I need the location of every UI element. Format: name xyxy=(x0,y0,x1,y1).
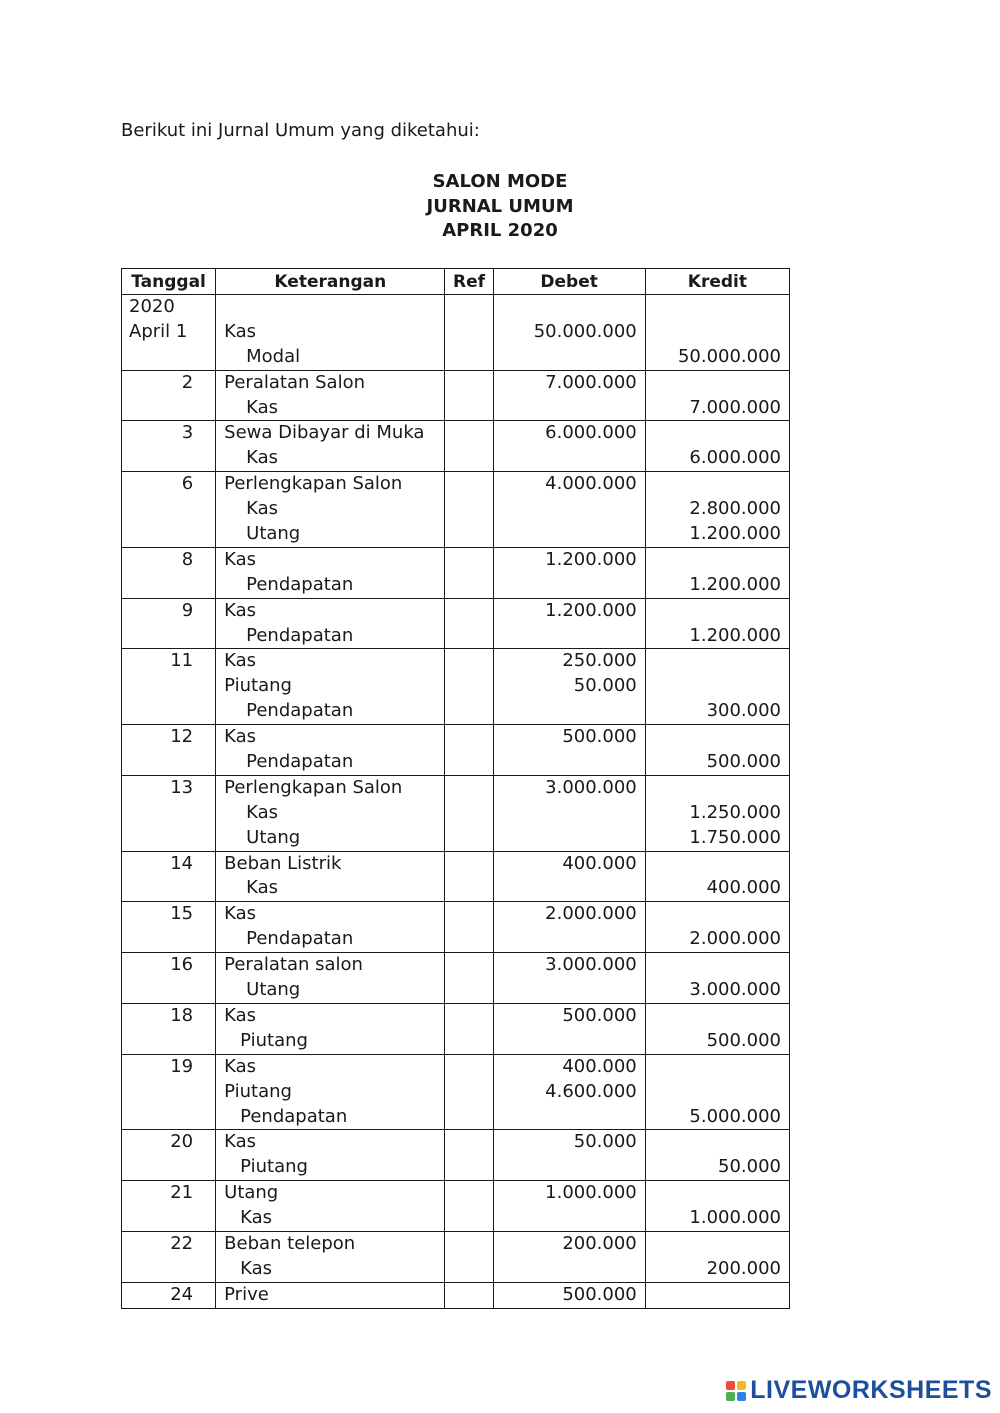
ref-cell xyxy=(445,649,493,725)
date-value: 15 xyxy=(170,903,194,925)
header-date: Tanggal xyxy=(122,269,216,295)
date-cell xyxy=(122,1282,216,1308)
date-value xyxy=(122,1155,215,1180)
ref-cell xyxy=(445,295,493,371)
date-value: 14 xyxy=(170,852,194,874)
ref-cell xyxy=(445,902,493,953)
table-header-row xyxy=(122,269,790,295)
logo-text: LIVEWORKSHEETS xyxy=(750,1376,992,1404)
date-value: 12 xyxy=(170,726,194,748)
date-cell xyxy=(122,1181,216,1232)
date-cell xyxy=(122,775,216,851)
ref-cell xyxy=(445,1181,493,1232)
account-name: Kas xyxy=(224,320,257,342)
credit-amount: 3.000.000 xyxy=(689,979,781,1001)
account-name: Pendapatan xyxy=(246,700,354,722)
table-row xyxy=(122,370,790,421)
ref-cell xyxy=(445,1130,493,1181)
date-cell xyxy=(122,598,216,649)
credit-amount xyxy=(646,852,789,877)
debit-amount: 200.000 xyxy=(562,1232,637,1254)
account-name: Kas xyxy=(246,801,279,823)
date-value: 16 xyxy=(170,954,194,976)
account-name: Kas xyxy=(224,1004,257,1026)
date-value: 8 xyxy=(181,548,194,570)
credit-cell xyxy=(645,725,789,776)
ref-cell xyxy=(445,1282,493,1308)
ref-cell xyxy=(445,1003,493,1054)
ref-cell xyxy=(445,547,493,598)
table-row xyxy=(122,1231,790,1282)
header-ref: Ref xyxy=(445,269,493,295)
credit-amount xyxy=(646,725,789,750)
table-row xyxy=(122,1054,790,1130)
description-cell xyxy=(216,1231,445,1282)
ref-cell xyxy=(445,370,493,421)
intro-text: Berikut ini Jurnal Umum yang diketahui: xyxy=(121,120,480,141)
debit-amount xyxy=(494,1105,645,1130)
debit-cell xyxy=(493,649,645,725)
liveworksheets-logo xyxy=(726,1376,992,1405)
debit-cell xyxy=(493,725,645,776)
credit-amount: 1.750.000 xyxy=(689,826,781,848)
debit-amount xyxy=(494,497,645,522)
credit-amount: 500.000 xyxy=(706,751,781,773)
debit-amount: 500.000 xyxy=(562,1004,637,1026)
credit-amount: 1.200.000 xyxy=(689,573,781,595)
credit-amount xyxy=(646,776,789,801)
account-name: Utang xyxy=(224,1182,279,1204)
date-value: 19 xyxy=(170,1055,194,1077)
debit-amount: 1.200.000 xyxy=(545,548,637,570)
table-row xyxy=(122,1003,790,1054)
debit-amount xyxy=(494,1029,645,1054)
debit-cell xyxy=(493,547,645,598)
debit-amount xyxy=(494,927,645,952)
credit-amount xyxy=(646,1283,789,1308)
credit-amount: 300.000 xyxy=(706,700,781,722)
description-cell xyxy=(216,851,445,902)
credit-amount xyxy=(646,649,789,674)
account-name: Beban Listrik xyxy=(224,852,342,874)
account-name: Pendapatan xyxy=(246,751,354,773)
debit-amount: 2.000.000 xyxy=(545,903,637,925)
account-name: Pendapatan xyxy=(246,624,354,646)
debit-amount: 400.000 xyxy=(562,852,637,874)
credit-amount: 500.000 xyxy=(706,1029,781,1051)
date-value: 2020 xyxy=(129,296,175,317)
credit-amount: 1.250.000 xyxy=(689,801,781,823)
date-cell xyxy=(122,472,216,548)
header-description: Keterangan xyxy=(216,269,445,295)
debit-cell xyxy=(493,775,645,851)
table-row xyxy=(122,851,790,902)
account-name: Piutang xyxy=(224,675,292,697)
credit-amount: 5.000.000 xyxy=(689,1105,781,1127)
credit-amount xyxy=(646,953,789,978)
date-cell xyxy=(122,1003,216,1054)
date-cell xyxy=(122,649,216,725)
account-name: Kas xyxy=(224,1055,257,1077)
account-name: Kas xyxy=(224,599,257,621)
description-cell xyxy=(216,649,445,725)
account-name: Kas xyxy=(224,903,257,925)
date-value: April 1 xyxy=(129,320,188,342)
debit-amount: 4.600.000 xyxy=(545,1080,637,1102)
date-value: 3 xyxy=(181,422,194,444)
date-value: 21 xyxy=(170,1182,194,1204)
date-value xyxy=(122,446,215,471)
description-cell xyxy=(216,1054,445,1130)
table-row xyxy=(122,472,790,548)
date-value xyxy=(122,497,215,522)
date-cell xyxy=(122,370,216,421)
debit-amount: 6.000.000 xyxy=(545,422,637,444)
date-value xyxy=(122,674,215,699)
debit-cell xyxy=(493,370,645,421)
account-name: Kas xyxy=(240,1207,273,1229)
debit-amount: 1.200.000 xyxy=(545,599,637,621)
credit-cell xyxy=(645,1181,789,1232)
credit-cell xyxy=(645,1282,789,1308)
ref-cell xyxy=(445,421,493,472)
credit-amount: 50.000 xyxy=(718,1156,781,1178)
date-value xyxy=(122,345,215,370)
table-row xyxy=(122,1130,790,1181)
debit-cell xyxy=(493,598,645,649)
date-value xyxy=(122,699,215,724)
debit-amount: 50.000 xyxy=(573,1131,637,1153)
header-debit: Debet xyxy=(493,269,645,295)
account-name: Modal xyxy=(246,345,301,367)
debit-cell xyxy=(493,953,645,1004)
date-value: 24 xyxy=(170,1283,194,1305)
credit-amount xyxy=(646,1080,789,1105)
credit-amount: 7.000.000 xyxy=(689,396,781,418)
credit-amount xyxy=(646,1004,789,1029)
credit-cell xyxy=(645,472,789,548)
credit-amount: 2.000.000 xyxy=(689,928,781,950)
debit-amount xyxy=(494,876,645,901)
debit-cell xyxy=(493,1054,645,1130)
account-name: Pendapatan xyxy=(246,928,354,950)
debit-amount xyxy=(494,1155,645,1180)
debit-amount: 500.000 xyxy=(562,726,637,748)
account-name: Kas xyxy=(224,548,257,570)
table-row xyxy=(122,725,790,776)
account-name: Kas xyxy=(246,498,279,520)
date-value: 9 xyxy=(181,599,194,621)
credit-amount xyxy=(646,1055,789,1080)
description-cell xyxy=(216,472,445,548)
date-cell xyxy=(122,547,216,598)
date-cell xyxy=(122,902,216,953)
date-value: 6 xyxy=(181,473,194,495)
date-cell xyxy=(122,1054,216,1130)
account-name: Utang xyxy=(246,826,301,848)
date-cell xyxy=(122,1231,216,1282)
date-value xyxy=(122,826,215,851)
ref-cell xyxy=(445,1054,493,1130)
table-row xyxy=(122,775,790,851)
account-name: Perlengkapan Salon xyxy=(224,473,403,495)
debit-amount xyxy=(494,801,645,826)
credit-amount xyxy=(646,1232,789,1257)
document-heading xyxy=(300,170,700,244)
debit-cell xyxy=(493,1003,645,1054)
date-value: 11 xyxy=(170,650,194,672)
date-value xyxy=(122,750,215,775)
date-cell xyxy=(122,421,216,472)
date-value xyxy=(122,1029,215,1054)
debit-amount xyxy=(494,573,645,598)
debit-amount: 400.000 xyxy=(562,1055,637,1077)
credit-amount xyxy=(646,674,789,699)
debit-amount: 50.000.000 xyxy=(533,320,637,342)
table-row xyxy=(122,953,790,1004)
credit-amount: 2.800.000 xyxy=(689,498,781,520)
account-name: Kas xyxy=(246,396,279,418)
description-cell xyxy=(216,902,445,953)
debit-amount: 4.000.000 xyxy=(545,473,637,495)
description-cell xyxy=(216,775,445,851)
debit-amount xyxy=(494,1257,645,1282)
account-name: Piutang xyxy=(224,1080,292,1102)
description-cell xyxy=(216,725,445,776)
account-name: Pendapatan xyxy=(246,573,354,595)
ref-cell xyxy=(445,775,493,851)
date-cell xyxy=(122,1130,216,1181)
debit-amount xyxy=(494,295,645,320)
credit-cell xyxy=(645,598,789,649)
date-value xyxy=(122,801,215,826)
account-name: Kas xyxy=(246,877,279,899)
table-row xyxy=(122,598,790,649)
debit-amount xyxy=(494,699,645,724)
debit-amount: 3.000.000 xyxy=(545,776,637,798)
credit-amount: 50.000.000 xyxy=(677,345,781,367)
date-value xyxy=(122,978,215,1003)
date-value: 2 xyxy=(181,371,194,393)
description-cell xyxy=(216,953,445,1004)
debit-cell xyxy=(493,472,645,548)
debit-amount xyxy=(494,1206,645,1231)
debit-cell xyxy=(493,851,645,902)
header-credit: Kredit xyxy=(645,269,789,295)
account-name: Peralatan Salon xyxy=(224,371,365,393)
description-cell xyxy=(216,1130,445,1181)
credit-cell xyxy=(645,1003,789,1054)
credit-cell xyxy=(645,851,789,902)
credit-cell xyxy=(645,1231,789,1282)
table-row xyxy=(122,547,790,598)
date-value xyxy=(122,1206,215,1231)
table-row xyxy=(122,649,790,725)
date-value xyxy=(122,927,215,952)
account-name xyxy=(216,295,444,320)
date-value xyxy=(122,1105,215,1130)
table-row xyxy=(122,1282,790,1308)
credit-amount xyxy=(646,371,789,396)
debit-amount: 500.000 xyxy=(562,1283,637,1305)
table-row xyxy=(122,1181,790,1232)
date-value xyxy=(122,522,215,547)
account-name: Piutang xyxy=(240,1156,308,1178)
date-value xyxy=(122,1257,215,1282)
debit-amount: 7.000.000 xyxy=(545,371,637,393)
credit-amount: 1.000.000 xyxy=(689,1207,781,1229)
account-name: Kas xyxy=(224,1131,257,1153)
company-name: SALON MODE xyxy=(432,171,568,192)
account-name: Piutang xyxy=(240,1029,308,1051)
debit-amount xyxy=(494,396,645,421)
description-cell xyxy=(216,370,445,421)
description-cell xyxy=(216,295,445,371)
date-value xyxy=(122,876,215,901)
debit-amount xyxy=(494,750,645,775)
account-name: Sewa Dibayar di Muka xyxy=(224,422,425,444)
debit-cell xyxy=(493,421,645,472)
credit-amount: 6.000.000 xyxy=(689,447,781,469)
date-value xyxy=(122,396,215,421)
debit-amount xyxy=(494,522,645,547)
logo-mark-icon xyxy=(726,1381,746,1401)
credit-cell xyxy=(645,775,789,851)
journal-title: JURNAL UMUM xyxy=(426,195,574,217)
account-name: Utang xyxy=(246,523,301,545)
description-cell xyxy=(216,421,445,472)
account-name: Prive xyxy=(224,1283,269,1305)
credit-cell xyxy=(645,370,789,421)
debit-amount: 250.000 xyxy=(562,650,637,672)
account-name: Kas xyxy=(246,447,279,469)
debit-amount: 3.000.000 xyxy=(545,954,637,976)
debit-amount xyxy=(494,446,645,471)
date-value xyxy=(122,1080,215,1105)
debit-amount xyxy=(494,826,645,851)
credit-amount xyxy=(646,902,789,927)
description-cell xyxy=(216,547,445,598)
debit-cell xyxy=(493,295,645,371)
description-cell xyxy=(216,1181,445,1232)
date-value: 22 xyxy=(170,1232,194,1254)
journal-period: APRIL 2020 xyxy=(442,220,558,241)
account-name: Utang xyxy=(246,979,301,1001)
ref-cell xyxy=(445,472,493,548)
debit-cell xyxy=(493,1231,645,1282)
credit-amount: 200.000 xyxy=(706,1257,781,1279)
date-value xyxy=(122,573,215,598)
credit-amount xyxy=(646,1181,789,1206)
journal-table xyxy=(121,268,790,1309)
credit-cell xyxy=(645,1130,789,1181)
ref-cell xyxy=(445,725,493,776)
ref-cell xyxy=(445,1231,493,1282)
credit-amount xyxy=(646,421,789,446)
credit-amount xyxy=(646,472,789,497)
debit-cell xyxy=(493,1282,645,1308)
credit-cell xyxy=(645,649,789,725)
table-row xyxy=(122,421,790,472)
debit-amount xyxy=(494,345,645,370)
description-cell xyxy=(216,1003,445,1054)
table-row xyxy=(122,295,790,371)
credit-amount xyxy=(646,295,789,320)
date-value xyxy=(122,624,215,649)
date-value: 18 xyxy=(170,1004,194,1026)
debit-amount xyxy=(494,624,645,649)
credit-cell xyxy=(645,1054,789,1130)
ref-cell xyxy=(445,598,493,649)
debit-amount: 50.000 xyxy=(573,675,637,697)
date-cell xyxy=(122,953,216,1004)
credit-amount: 400.000 xyxy=(706,877,781,899)
account-name: Pendapatan xyxy=(240,1105,348,1127)
account-name: Peralatan salon xyxy=(224,954,363,976)
ref-cell xyxy=(445,851,493,902)
ref-cell xyxy=(445,953,493,1004)
account-name: Kas xyxy=(224,726,257,748)
credit-cell xyxy=(645,295,789,371)
credit-amount: 1.200.000 xyxy=(689,523,781,545)
credit-amount xyxy=(646,1130,789,1155)
credit-cell xyxy=(645,421,789,472)
date-cell xyxy=(122,295,216,371)
credit-amount xyxy=(646,320,789,345)
credit-amount xyxy=(646,599,789,624)
debit-cell xyxy=(493,902,645,953)
date-cell xyxy=(122,851,216,902)
date-value: 20 xyxy=(170,1131,194,1153)
date-cell xyxy=(122,725,216,776)
debit-cell xyxy=(493,1130,645,1181)
account-name: Kas xyxy=(240,1257,273,1279)
credit-cell xyxy=(645,953,789,1004)
debit-amount: 1.000.000 xyxy=(545,1182,637,1204)
credit-amount xyxy=(646,548,789,573)
account-name: Beban telepon xyxy=(224,1232,356,1254)
credit-cell xyxy=(645,547,789,598)
debit-amount xyxy=(494,978,645,1003)
account-name: Perlengkapan Salon xyxy=(224,776,403,798)
table-row xyxy=(122,902,790,953)
description-cell xyxy=(216,1282,445,1308)
credit-cell xyxy=(645,902,789,953)
debit-cell xyxy=(493,1181,645,1232)
journal-body xyxy=(122,295,790,1309)
credit-amount: 1.200.000 xyxy=(689,624,781,646)
date-value: 13 xyxy=(170,776,194,798)
account-name: Kas xyxy=(224,650,257,672)
description-cell xyxy=(216,598,445,649)
